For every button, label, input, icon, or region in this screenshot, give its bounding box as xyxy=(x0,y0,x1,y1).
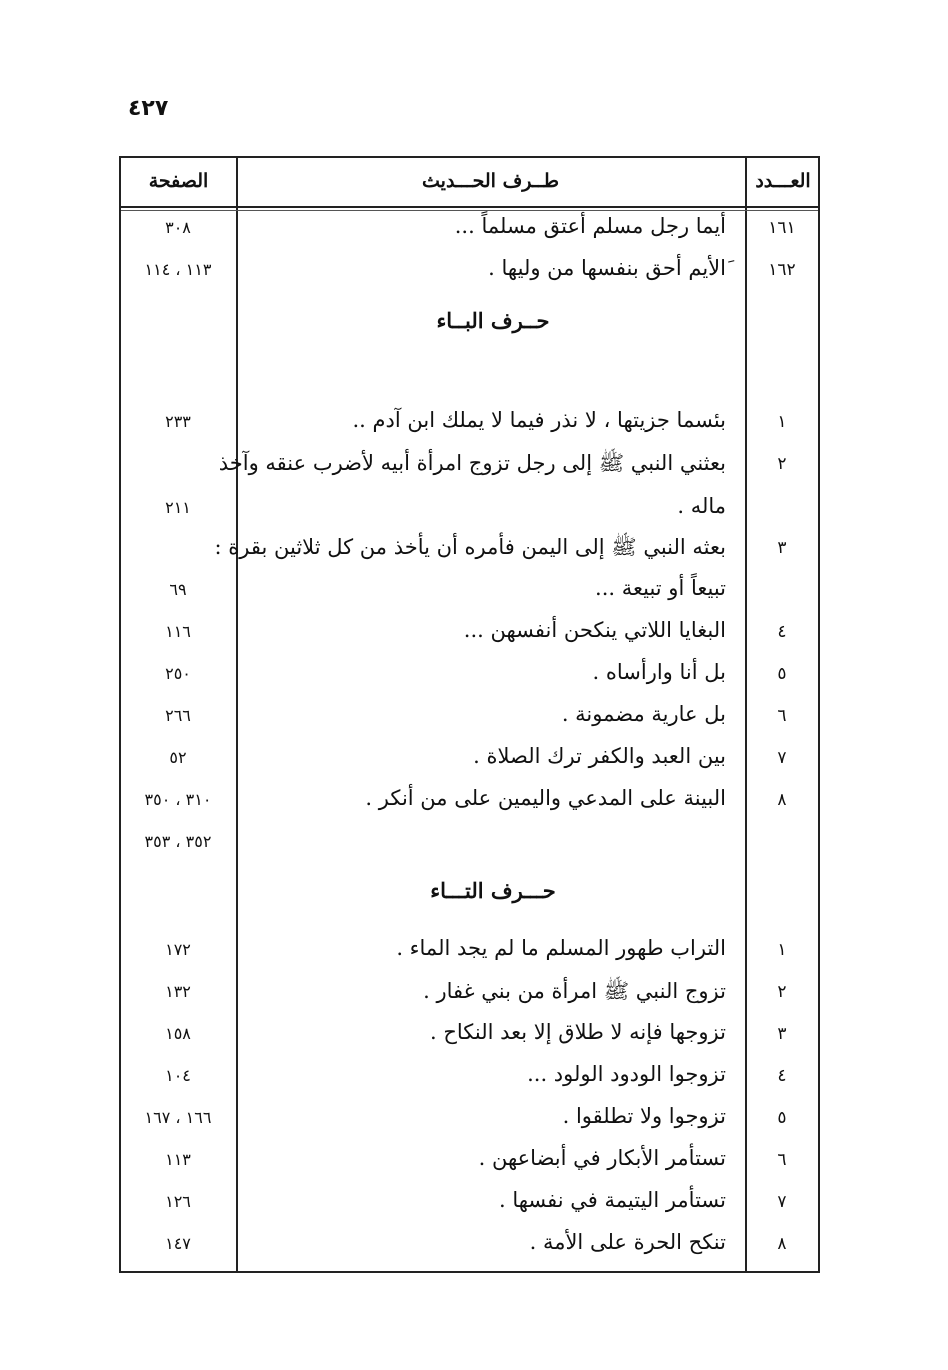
header-count: العـــدد xyxy=(755,170,811,192)
entry-number: ٦ xyxy=(777,1150,787,1170)
page-reference: ٣١٠ ، ٣٥٠ xyxy=(144,790,212,809)
entry-number: ٨ xyxy=(777,790,787,810)
page-reference: ١١٣ xyxy=(165,1150,191,1169)
hadith-text: َالأيم أحق بنفسها من وليها . xyxy=(488,256,726,280)
entry-number: ٥ xyxy=(777,1108,787,1128)
entry-number: ٢ xyxy=(777,454,787,474)
page-reference: ١٧٢ xyxy=(165,940,191,959)
page-reference: ١٦٦ ، ١٦٧ xyxy=(144,1108,212,1127)
entry-number: ٣ xyxy=(777,1024,787,1044)
hadith-text: أيما رجل مسلم أعتق مسلماً ... xyxy=(454,214,726,238)
hadith-text: بعثني النبي ﷺ إلى رجل تزوج امرأة أبيه لأضرب عنقه وآخذ xyxy=(218,451,726,475)
page-reference: ١١٦ xyxy=(165,622,191,641)
hadith-text: البغايا اللاتي ينكحن أنفسهن ... xyxy=(463,618,726,642)
header-divider xyxy=(121,206,818,208)
hadith-text: تزوجها فإنه لا طلاق إلا بعد النكاح . xyxy=(429,1020,726,1044)
hadith-text: بئسما جزيتها ، لا نذر فيما لا يملك ابن آدم .. xyxy=(352,408,726,432)
page-reference: ١٣٢ xyxy=(165,982,191,1001)
hadith-text: بل عارية مضمونة . xyxy=(561,702,726,726)
entry-number: ٧ xyxy=(777,1192,787,1212)
page-reference: ٢٦٦ xyxy=(165,706,191,725)
entry-number: ١ xyxy=(777,940,787,960)
hadith-text: بعثه النبي ﷺ إلى اليمن فأمره أن يأخذ من كل ثلاثين بقرة : xyxy=(214,535,726,559)
page-reference: ٥٢ xyxy=(169,748,187,767)
entry-number: ٤ xyxy=(777,622,787,642)
page-reference: ٢٣٣ xyxy=(165,412,191,431)
header-page: الصفحة xyxy=(148,170,209,192)
page-reference: ٢١١ xyxy=(165,498,191,517)
section-heading: حــرف البــاء xyxy=(436,308,550,333)
page-reference: ٣٥٢ ، ٣٥٣ xyxy=(144,832,212,851)
entry-number: ٣ xyxy=(777,538,787,558)
entry-number: ١ xyxy=(777,412,787,432)
page-reference: ٦٩ xyxy=(169,580,187,599)
header-hadith: طــرف الحـــديث xyxy=(422,170,559,192)
entry-number: ٥ xyxy=(777,664,787,684)
page-reference: ١٤٧ xyxy=(165,1234,191,1253)
entry-number: ١٦١ xyxy=(768,218,796,238)
header-divider-thin xyxy=(121,210,818,211)
page-number: ٤٢٧ xyxy=(128,96,169,121)
hadith-text: البينة على المدعي واليمين على من أنكر . xyxy=(365,786,726,810)
page-reference: ٢٥٠ xyxy=(165,664,191,683)
section-heading: حـــرف التـــاء xyxy=(430,878,556,903)
hadith-text: تزوجوا الودود الولود ... xyxy=(527,1062,726,1086)
hadith-text: تنكح الحرة على الأمة . xyxy=(529,1230,726,1254)
entry-number: ٦ xyxy=(777,706,787,726)
entry-number: ٨ xyxy=(777,1234,787,1254)
hadith-text: تزوجوا ولا تطلقوا . xyxy=(562,1104,726,1128)
page-reference: ١١٣ ، ١١٤ xyxy=(144,260,212,279)
page-reference: ١٥٨ xyxy=(165,1024,191,1043)
entry-number: ٢ xyxy=(777,982,787,1002)
hadith-text: تستأمر الأبكار في أبضاعهن . xyxy=(478,1146,726,1170)
entry-number: ٧ xyxy=(777,748,787,768)
hadith-index-table xyxy=(119,156,820,1273)
hadith-text: بين العبد والكفر ترك الصلاة . xyxy=(473,744,726,768)
page-reference: ١٠٤ xyxy=(165,1066,191,1085)
entry-number: ٤ xyxy=(777,1066,787,1086)
hadith-text: تزوج النبي ﷺ امرأة من بني غفار . xyxy=(423,979,726,1003)
hadith-text: تستأمر اليتيمة في نفسها . xyxy=(499,1188,726,1212)
hadith-text: تبيعاً أو تبيعة ... xyxy=(595,576,726,600)
page-reference: ٣٠٨ xyxy=(165,218,191,237)
page-reference: ١٢٦ xyxy=(165,1192,191,1211)
hadith-text: ماله . xyxy=(677,494,726,518)
hadith-text: التراب طهور المسلم ما لم يجد الماء . xyxy=(396,936,726,960)
hadith-text: بل أنا وارأساه . xyxy=(592,660,726,684)
entry-number: ١٦٢ xyxy=(768,260,796,280)
